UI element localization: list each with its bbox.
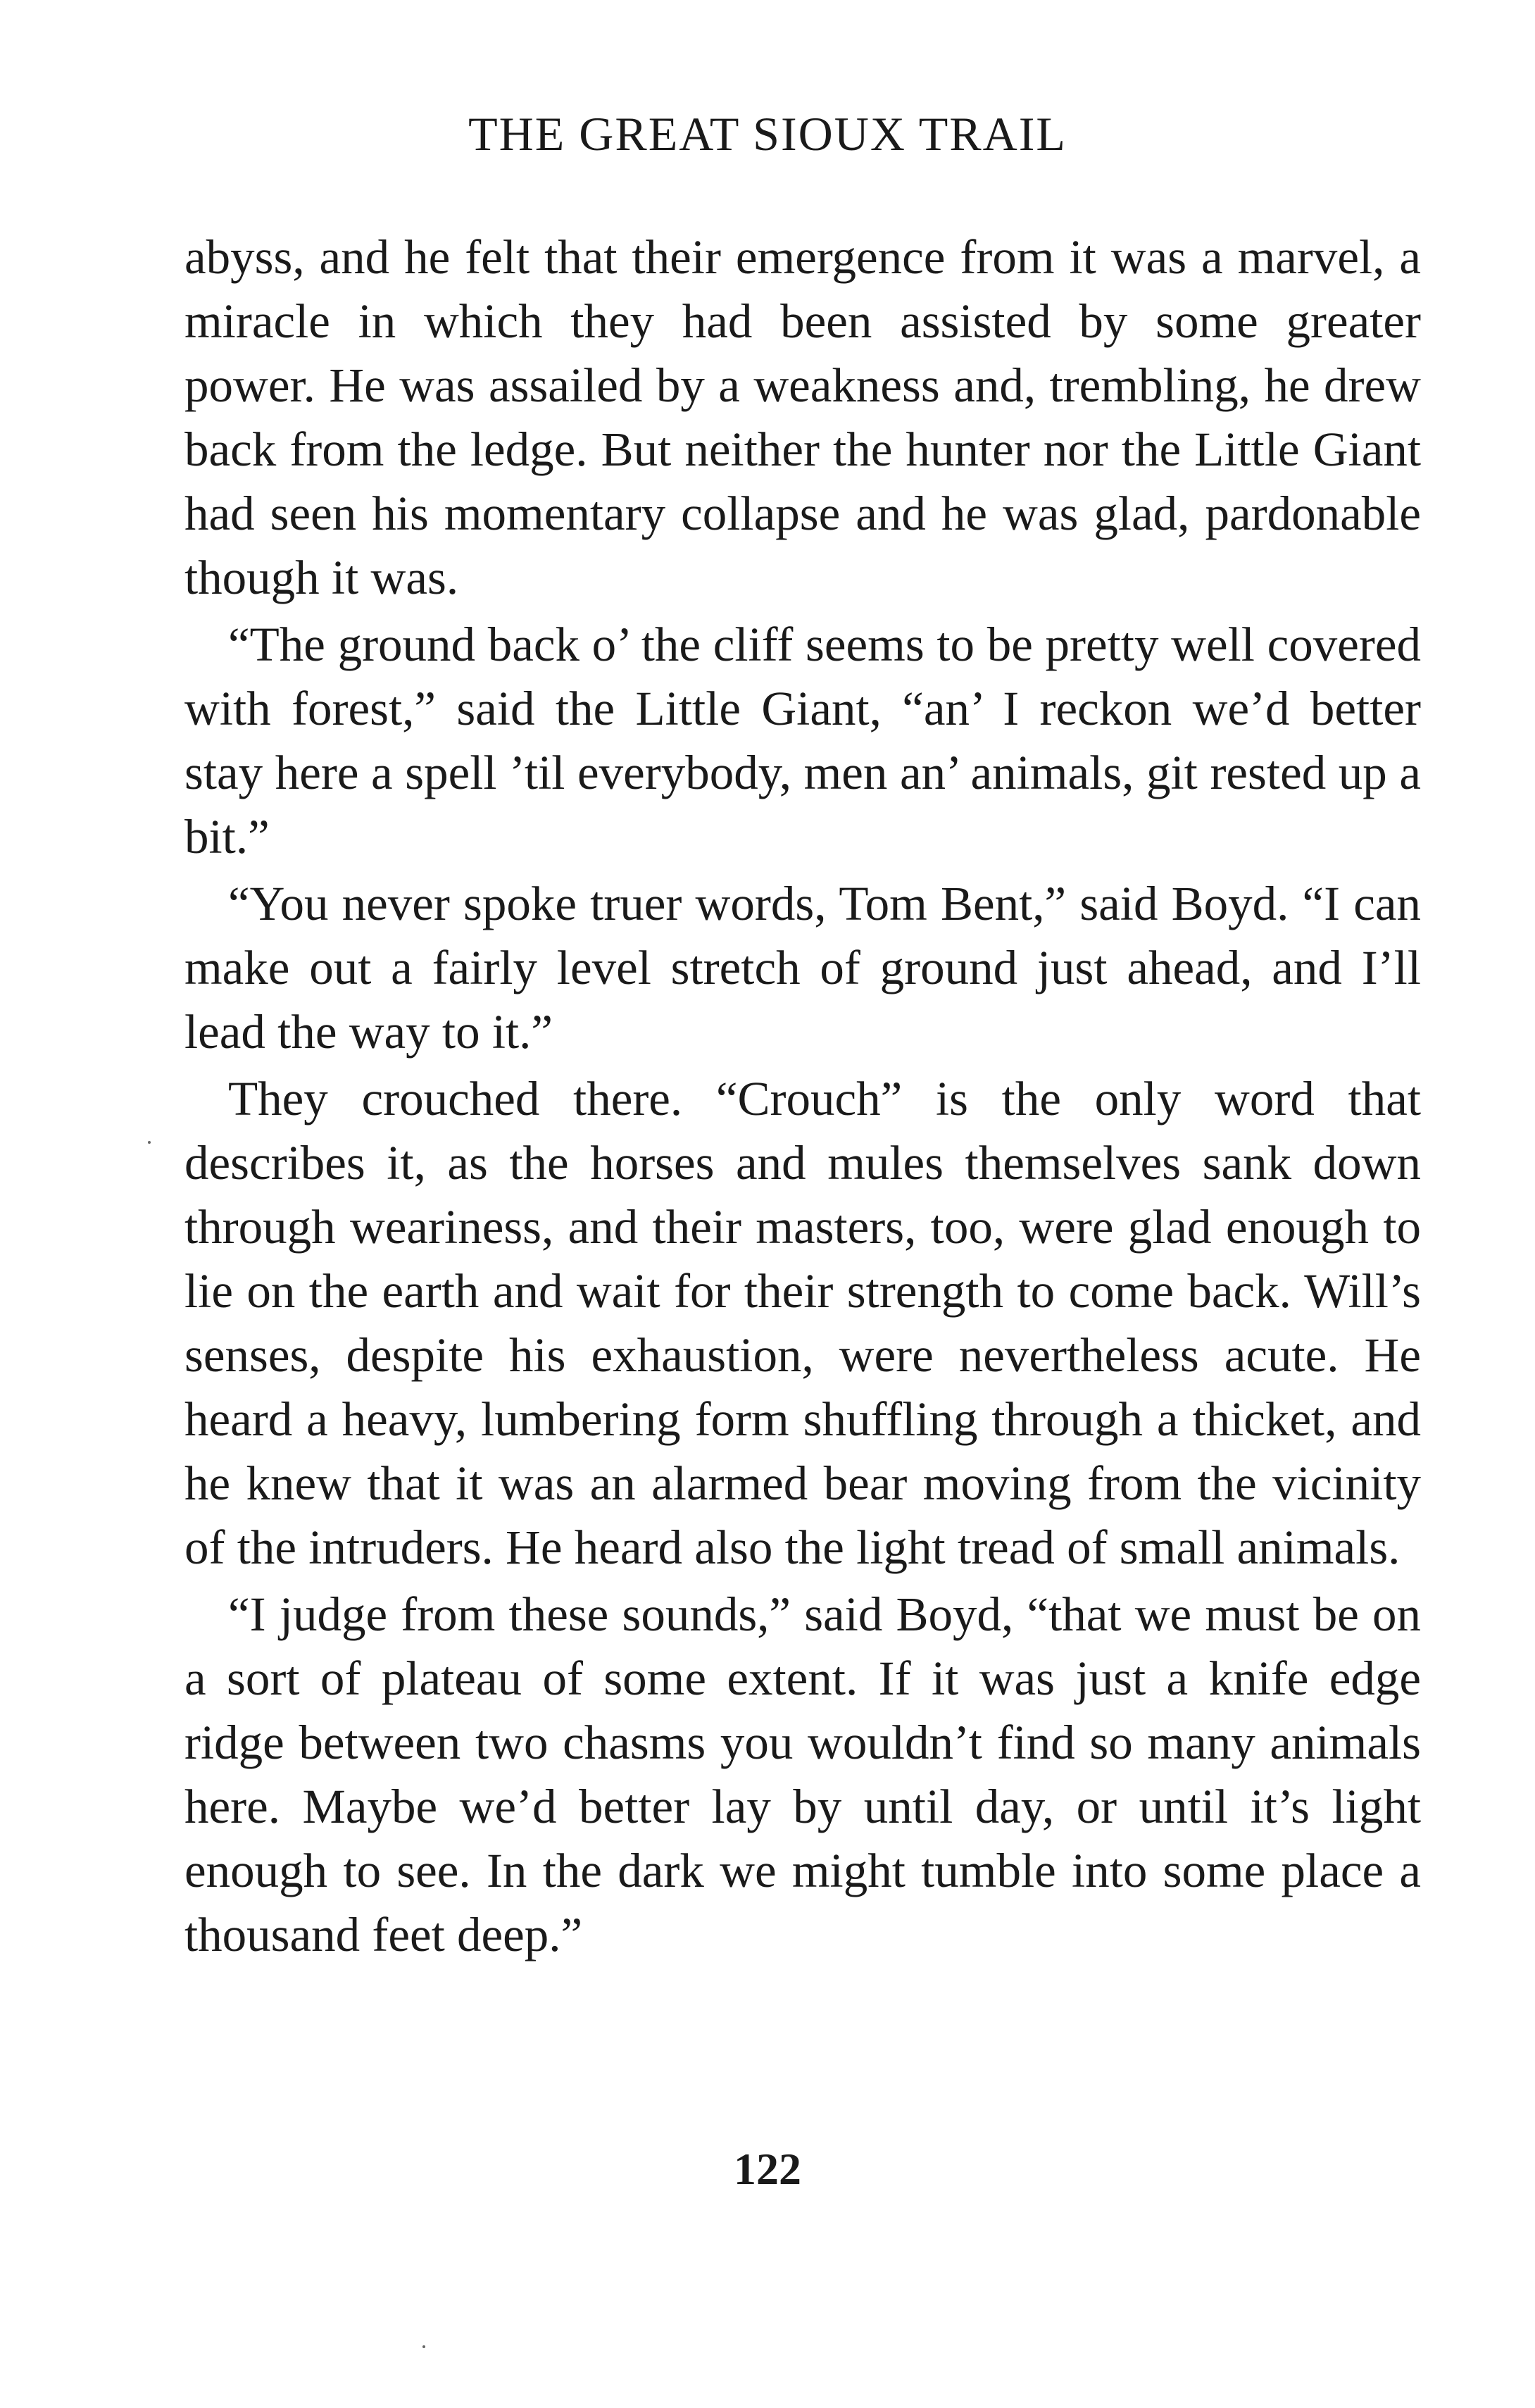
paragraph: “The ground back o’ the cliff seems to be pretty well covered with forest,” said the Little Giant, “an’ I reckon we’d better stay here a spell ’til everybody, men an’ animals, git rested up a bit.” <box>184 618 1421 863</box>
paragraph-continued: abyss, and he felt that their emergence from it was a marvel, a miracle in which they had been assisted by some greater power. He was assailed by a weakness and, trembling, he drew back from the ledge. But neither the hunter nor the Little Giant had seen his momentary collapse and he was glad, pardonable though it was. <box>184 230 1421 604</box>
paper-speck <box>422 2345 425 2348</box>
paragraph: They crouched there. “Crouch” is the only word that describes it, as the horses and mules themselves sank down through weariness, and their masters, too, were glad enough to lie on the earth and wait for their strength to come back. Will’s senses, despite his exhaustion, were nevertheless acute. He heard a heavy, lumbering form shuffling through a thicket, and he knew that it was an alarmed bear moving from the vicinity of the intruders. He heard also the light tread of small animals. <box>184 1072 1421 1574</box>
paragraph: “I judge from these sounds,” said Boyd, “that we must be on a sort of plateau of some extent. If it was just a knife edge ridge between two chasms you wouldn’t find so many animals here. Maybe we’d better lay by until day, or until it’s light enough to see. In the dark we might tumble into some place a thousand feet deep.” <box>184 1587 1421 1961</box>
body-text <box>184 225 1421 1967</box>
running-head: THE GREAT SIOUX TRAIL <box>468 107 1067 161</box>
paragraph: “You never spoke truer words, Tom Bent,” said Boyd. “I can make out a fairly level stretch of ground just ahead, and I’ll lead the way to it.” <box>184 877 1421 1059</box>
paper-speck <box>148 1141 151 1144</box>
page-number: 122 <box>734 2144 801 2194</box>
